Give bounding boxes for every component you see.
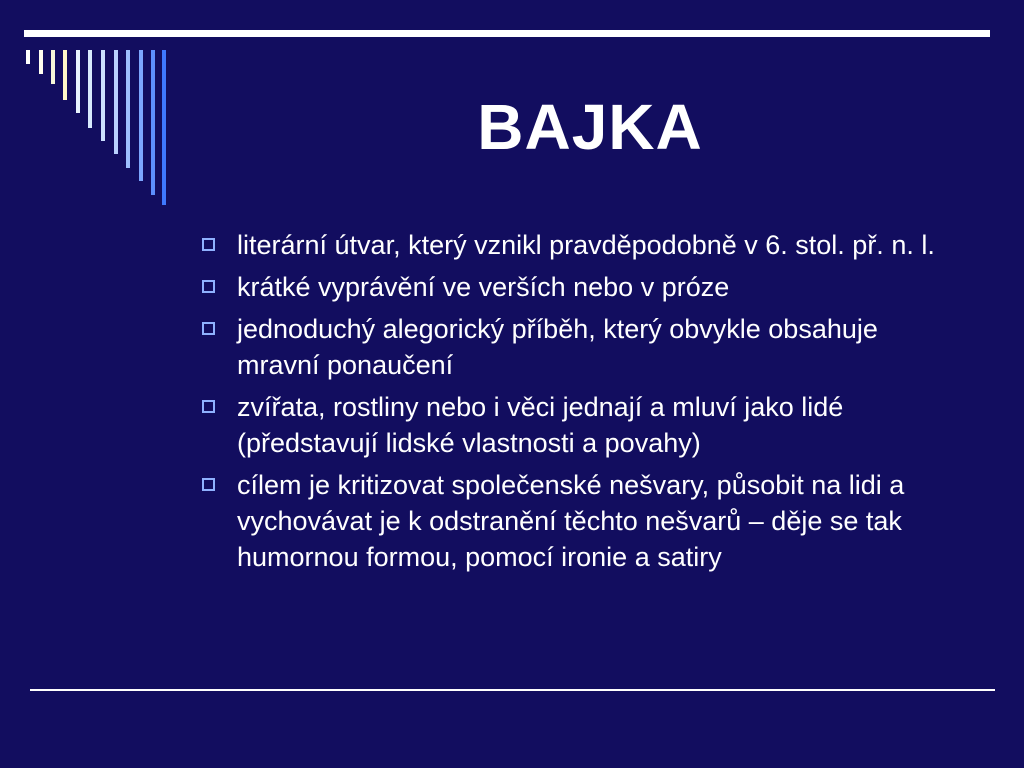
decorative-stripe	[151, 50, 155, 195]
bullet-item	[198, 389, 988, 461]
hollow-square-icon	[202, 238, 215, 251]
decorative-stripe	[162, 50, 166, 205]
bullet-item	[198, 227, 988, 263]
bullet-list	[198, 227, 988, 581]
decorative-stripe	[51, 50, 55, 84]
decorative-stripe	[139, 50, 143, 181]
bullet-text: cílem je kritizovat společenské nešvary, působit na lidi a vychovávat je k odstranění těchto nešvarů – děje se tak humornou formou, pomocí ironie a satiry	[237, 470, 905, 572]
bullet-item	[198, 467, 988, 575]
bullet-item	[198, 269, 988, 305]
bullet-text: literární útvar, který vznikl pravděpodobně v 6. stol. př. n. l.	[237, 230, 935, 260]
decorative-stripe	[101, 50, 105, 141]
decorative-stripe	[26, 50, 30, 64]
bullet-text: zvířata, rostliny nebo i věci jednají a mluví jako lidé (představují lidské vlastnosti a povahy)	[237, 392, 844, 458]
bullet-text: jednoduchý alegorický příběh, který obvykle obsahuje mravní ponaučení	[237, 314, 878, 380]
decorative-stripe	[63, 50, 67, 100]
hollow-square-icon	[202, 400, 215, 413]
decorative-stripe	[88, 50, 92, 128]
decorative-stripe	[39, 50, 43, 74]
hollow-square-icon	[202, 478, 215, 491]
hollow-square-icon	[202, 280, 215, 293]
decorative-stripe	[126, 50, 130, 168]
decorative-stripe	[76, 50, 80, 113]
slide-title: BAJKA	[477, 91, 703, 163]
decorative-stripe	[114, 50, 118, 154]
bullet-item	[198, 311, 988, 383]
bottom-divider	[30, 689, 995, 691]
hollow-square-icon	[202, 322, 215, 335]
bullet-text: krátké vyprávění ve verších nebo v próze	[237, 272, 730, 302]
decorative-stripes	[0, 0, 200, 220]
